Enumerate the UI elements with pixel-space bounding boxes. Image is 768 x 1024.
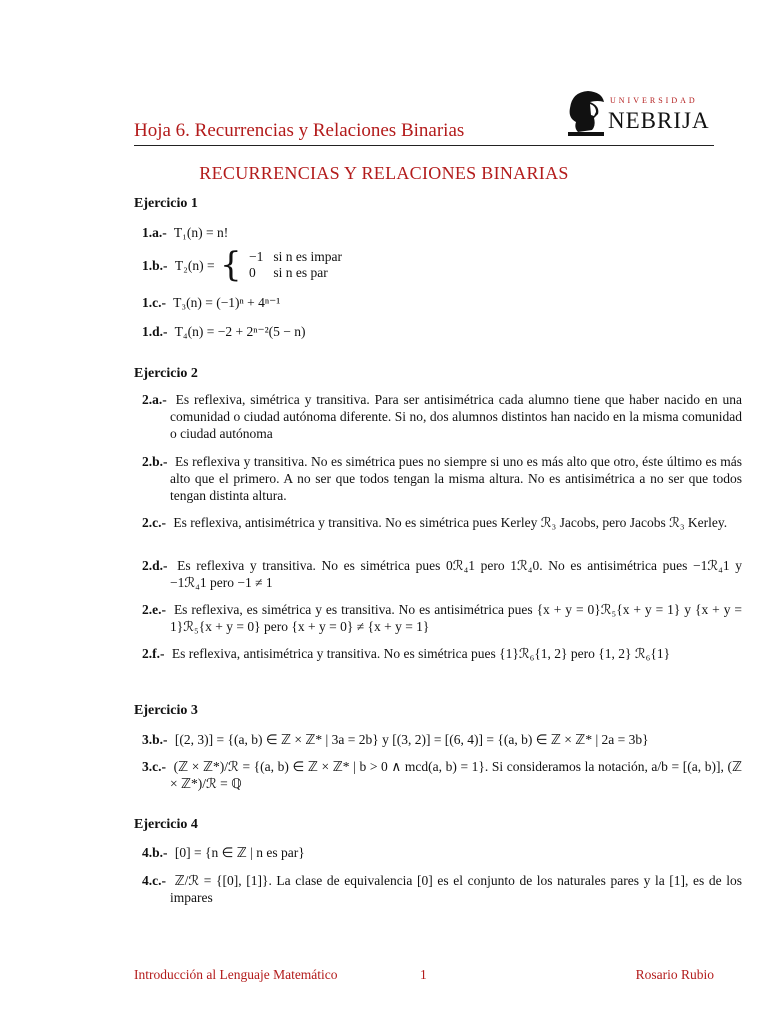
item-label: 4.c.- — [142, 873, 166, 888]
exercise-3c — [142, 758, 742, 792]
footer-course: Introducción al Lenguaje Matemático — [134, 967, 338, 982]
item-text: ℤ/ℛ = {[0], [1]}. La clase de equivalencia [0] es el conjunto de los naturales pares y la [1], es de los impares — [170, 873, 742, 905]
exercise-3-heading: Ejercicio 3 — [134, 703, 198, 718]
exercise-1d — [142, 323, 714, 340]
item-label: 4.b.- — [142, 845, 168, 860]
item-label: 1.c.- — [142, 295, 166, 310]
item-text: Es reflexiva y transitiva. No es simétrica pues 0ℛ₄1 pero 1ℛ₄0. No es antisimétrica pues −1ℛ₄1 y −1ℛ₄1 pero −1 ≠ 1 — [170, 558, 743, 590]
item-label: 2.b.- — [142, 454, 168, 469]
exercise-2e — [142, 601, 742, 635]
exercise-2d — [142, 557, 742, 591]
item-text: Es reflexiva, simétrica y transitiva. Para ser antisimétrica cada alumno tiene que haber nacido en una comunidad o ciudad autónoma diferente. Si no, dos alumnos distintos han nacido en la misma comunidad o ciudad autónoma — [170, 392, 742, 441]
case-2-value: 0 — [248, 265, 256, 280]
item-label: 3.c.- — [142, 759, 166, 774]
footer-author: Rosario Rubio — [635, 967, 714, 982]
item-label: 1.b.- — [142, 257, 168, 273]
logo-university-text: UNIVERSIDAD — [610, 96, 698, 105]
exercise-2a — [142, 391, 742, 442]
case-1-value: −1 — [248, 249, 264, 264]
item-text: Es reflexiva, es simétrica y es transitiva. No es antisimétrica pues {x + y = 0}ℛ₅{x + y = 1} y {x + y = 1}ℛ₅{x + y = 0} pero {x + y = 0} ≠ {x + y = 1} — [170, 602, 742, 634]
exercise-1a — [142, 224, 714, 241]
exercise-4c — [142, 872, 742, 906]
nebrija-head-icon — [564, 88, 608, 136]
item-label: 2.f.- — [142, 646, 165, 661]
item-text: Es reflexiva, antisimétrica y transitiva. No es simétrica pues Kerley ℛ₃ Jacobs, pero Jacobs ℛ₃ Kerley. — [173, 515, 728, 530]
item-label: 3.b.- — [142, 732, 168, 747]
item-label: 2.a.- — [142, 392, 167, 407]
header-rule — [134, 145, 714, 146]
university-logo — [560, 86, 720, 140]
sheet-title: Hoja 6. Recurrencias y Relaciones Binarias — [134, 120, 465, 141]
exercise-1c — [142, 294, 714, 311]
item-text: [(2, 3)] = {(a, b) ∈ ℤ × ℤ* | 3a = 2b} y [(3, 2)] = [(6, 4)] = {(a, b) ∈ ℤ × ℤ* | 2a = 3b} — [174, 732, 649, 747]
exercise-2-heading: Ejercicio 2 — [134, 366, 198, 381]
item-label: 2.e.- — [142, 602, 166, 617]
case-1-condition: si n es impar — [273, 249, 342, 264]
item-text: T₃(n) = (−1)ⁿ + 4ⁿ⁻¹ — [173, 295, 281, 310]
item-text: T₁(n) = n! — [173, 225, 229, 240]
case-2-condition: si n es par — [273, 265, 328, 280]
item-label: 1.a.- — [142, 225, 167, 240]
item-text: Es reflexiva, antisimétrica y transitiva. No es simétrica pues {1}ℛ₆{1, 2} pero {1, 2} ℛ₆{1} — [171, 646, 671, 661]
exercise-3b — [142, 731, 742, 748]
item-text: T₄(n) = −2 + 2ⁿ⁻²(5 − n) — [174, 324, 306, 339]
exercise-1-heading: Ejercicio 1 — [134, 196, 198, 211]
exercise-2c — [142, 514, 742, 531]
item-text: T₂(n) = — [174, 257, 215, 273]
main-title: RECURRENCIAS Y RELACIONES BINARIAS — [199, 163, 569, 183]
exercise-4b — [142, 844, 742, 861]
piecewise-cases — [249, 249, 352, 281]
exercise-2b — [142, 453, 742, 504]
item-text: [0] = {n ∈ ℤ | n es par} — [174, 845, 305, 860]
item-text: Es reflexiva y transitiva. No es simétrica pues no siempre si uno es más alto que otro, éste último es más alto que el primero. A no ser que todos tengan la misma altura. No es antisimétrica a no ser que todos tengan distinta altura. — [170, 454, 742, 503]
item-text: (ℤ × ℤ*)/ℛ = {(a, b) ∈ ℤ × ℤ* | b > 0 ∧ mcd(a, b) = 1}. Si consideramos la notación, a/b = [(a, b)], (ℤ × ℤ*)/ℛ = ℚ — [170, 759, 743, 791]
item-label: 2.c.- — [142, 515, 166, 530]
logo-name-text: NEBRIJA — [608, 108, 710, 133]
left-brace: { — [219, 245, 242, 285]
item-label: 2.d.- — [142, 558, 168, 573]
item-label: 1.d.- — [142, 324, 168, 339]
exercise-1b — [142, 245, 714, 285]
footer-page-number: 1 — [420, 967, 427, 982]
exercise-4-heading: Ejercicio 4 — [134, 817, 198, 832]
exercise-2f — [142, 645, 742, 662]
